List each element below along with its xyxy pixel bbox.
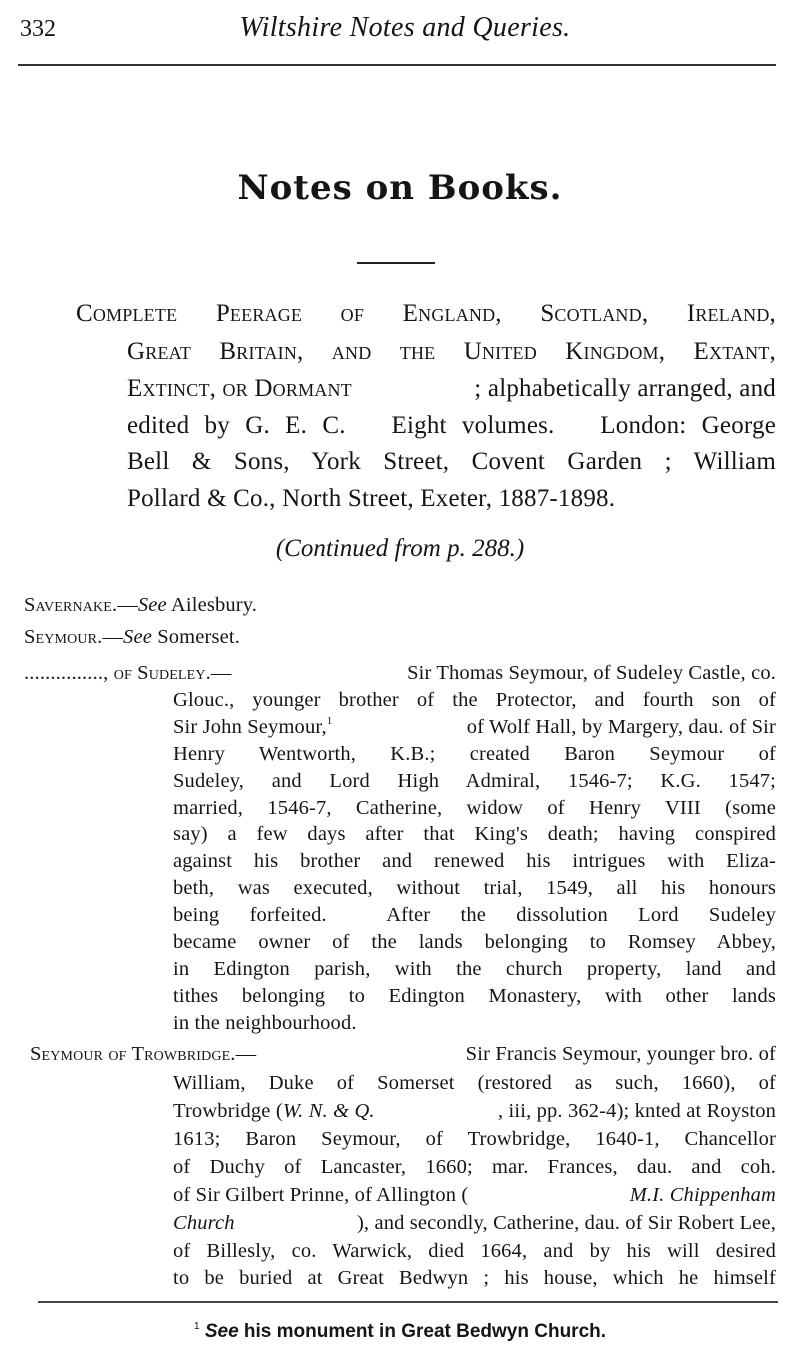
entry-text: married, 1546-7, Catherine, widow of Henry VIII (some [173, 796, 776, 819]
running-title: Wiltshire Notes and Queries. [239, 12, 571, 43]
entry-text: of Sir Gilbert Prinne, of Allington ( [173, 1184, 469, 1206]
see-reference: See [137, 594, 167, 616]
entry-text: Trowbridge ( [173, 1100, 283, 1122]
entry-text: being forfeited. After the dissolution Lord Sudeley [173, 904, 776, 927]
footnote-number: 1 [193, 1321, 200, 1332]
entry-line [173, 743, 776, 766]
leader-dots: ..............., [24, 662, 114, 684]
citation-line [76, 300, 776, 328]
footnote-see: See [204, 1321, 239, 1342]
continued-note: (Continued from p. 288.) [275, 535, 525, 562]
footnote-divider [38, 1301, 778, 1303]
entry-line [173, 716, 776, 739]
entry-line [173, 1212, 776, 1235]
entry-line [173, 1156, 776, 1179]
citation-line [127, 448, 776, 476]
entry-line [173, 1012, 357, 1035]
entry-heading: Seymour of Trowbridge.— [30, 1043, 257, 1065]
entry-line [173, 689, 776, 712]
entry-line [173, 1072, 776, 1095]
entry-reference: Somerset. [151, 626, 240, 648]
entry-text: to be buried at Great Bedwyn ; his house, which he himself [173, 1267, 776, 1289]
entry-line [173, 877, 776, 900]
entry-text: in Edington parish, with the church property, land and [173, 957, 776, 980]
entry-line [173, 823, 776, 846]
citation-text: Great Britain, and the United Kingdom, Extant, [127, 338, 776, 365]
entry-text: of Wolf Hall, by Margery, dau. of Sir [461, 715, 776, 738]
citation-line [127, 338, 776, 366]
footnote-text: his monument in Great Bedwyn Church. [238, 1321, 607, 1342]
entry-heading: of Sudeley.— [113, 662, 232, 684]
entry-line [173, 770, 776, 793]
entry-text: say) a few days after that King's death; having conspired [173, 823, 776, 846]
entry-text: tithes belonging to Edington Monastery, with other lands [173, 984, 776, 1007]
section-title: Notes on Books. [237, 168, 563, 208]
entry-line [173, 1100, 776, 1123]
entry-text: against his brother and renewed his intrigues with Eliza- [173, 850, 776, 873]
citation-abbrev: Church [173, 1212, 235, 1234]
entry-heading: Seymour.— [24, 626, 124, 648]
footnote [0, 1321, 800, 1343]
footnote-marker[interactable]: 1 [326, 714, 333, 727]
entry-first-line [24, 662, 776, 685]
entry-line [173, 850, 776, 873]
entry-text: Henry Wentworth, K.B.; created Baron Seymour of [173, 742, 776, 765]
entry-line [173, 904, 776, 927]
entry-text: of Billesly, co. Warwick, died 1664, and by his will desired [173, 1240, 776, 1262]
entry-text: Glouc., younger brother of the Protector, and fourth son of [173, 688, 776, 711]
see-reference: See [123, 626, 152, 648]
entry-text: William, Duke of Somerset (restored as such, 1660), of [173, 1072, 776, 1094]
entry-text: Sir John Seymour, [173, 715, 327, 738]
citation-text: edited by G. E. C. Eight volumes. London: George [127, 412, 776, 439]
entry-text: Sudeley, and Lord High Admiral, 1546-7; K.G. 1547; [173, 769, 776, 792]
entry-line [173, 1128, 776, 1151]
entry-text: Sir Francis Seymour, younger bro. of [465, 1043, 776, 1065]
entry-heading: Savernake.— [24, 594, 138, 616]
citation-text: ; alphabetically arranged, and [474, 375, 776, 402]
entry-text: became owner of the lands belonging to Romsey Abbey, [173, 931, 776, 953]
citation-text: Bell & Sons, York Street, Covent Garden ; William [127, 448, 776, 475]
entry-line [173, 1240, 776, 1263]
entry-line [173, 1267, 776, 1290]
entry-text: Sir Thomas Seymour, of Sudeley Castle, co. [407, 662, 776, 684]
entry-line [173, 931, 776, 954]
entry-line [173, 985, 776, 1008]
entry-line [173, 958, 776, 981]
citation-line [127, 375, 776, 403]
citation-text: Extinct, or Dormant [127, 375, 352, 402]
entry-text: ), and secondly, Catherine, dau. of Sir Robert Lee, [356, 1212, 776, 1234]
entry-line [173, 1184, 776, 1207]
citation-line [127, 485, 615, 513]
citation-abbrev: M.I. Chippenham [629, 1184, 776, 1206]
entry-text: beth, was executed, without trial, 1549, all his honours [173, 877, 776, 900]
entry-first-line [30, 1043, 776, 1066]
citation-abbrev: W. N. & Q. [282, 1100, 375, 1122]
entry-reference: Ailesbury. [166, 594, 258, 616]
citation-line [127, 412, 776, 440]
entry-seymour [24, 626, 240, 649]
citation-text: Pollard & Co., North Street, Exeter, 1887-1898. [127, 485, 616, 512]
entry-text: , iii, pp. 362-4); knted at Royston [498, 1100, 776, 1122]
entry-text: of Duchy of Lancaster, 1660; mar. Frances, dau. and coh. [173, 1156, 776, 1178]
entry-savernake [24, 594, 257, 617]
entry-line [173, 797, 776, 820]
entry-text: 1613; Baron Seymour, of Trowbridge, 1640-1, Chancellor [173, 1128, 776, 1150]
page-number: 332 [20, 16, 56, 42]
header-rule [18, 64, 776, 66]
citation-text: Complete Peerage of England, Scotland, Ireland, [76, 300, 776, 327]
entry-text: in the neighbourhood. [173, 1011, 357, 1034]
title-divider [357, 262, 435, 264]
